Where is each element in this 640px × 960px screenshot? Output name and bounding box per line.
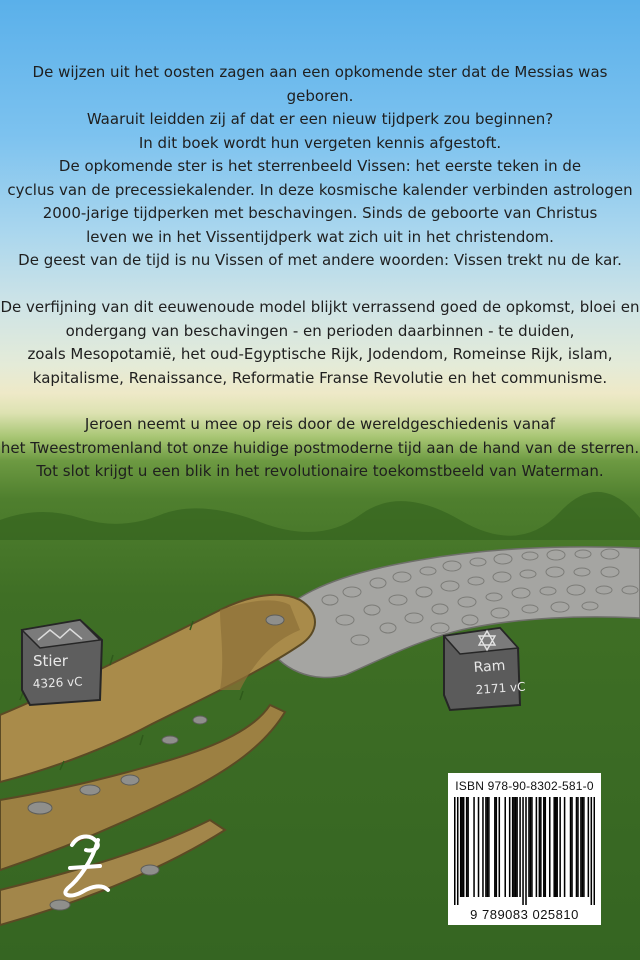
author-line: het Tweestromenland tot onze huidige postmoderne tijd aan de hand van de sterren. — [0, 438, 640, 457]
milestone-stier-name: Stier — [33, 652, 68, 670]
precession-line: De opkomende ster is het sterrenbeeld Vissen: het eerste teken in de — [58, 157, 582, 175]
barcode-bar — [463, 797, 465, 897]
milestone-ram — [444, 628, 526, 710]
barcode-bar — [543, 797, 545, 897]
model-line: ondergang van beschavingen - en perioden daarbinnen - te duiden, — [65, 321, 575, 340]
barcode-bar — [556, 797, 558, 897]
precession-paragraph — [0, 155, 640, 273]
barcode-bar — [457, 797, 459, 905]
model-line: De verfijning van dit eeuwenoude model blijkt verrassend goed de opkomst, bloei en — [0, 298, 640, 316]
barcode-bar — [553, 797, 555, 897]
barcode-bar — [588, 797, 590, 897]
isbn-barcode-box — [448, 773, 601, 925]
barcode-bar — [549, 797, 551, 897]
barcode-bar — [473, 797, 475, 897]
barcode-bar — [487, 797, 489, 897]
precession-line: De geest van de tijd is nu Vissen of met andere woorden: Vissen trekt nu de kar. — [18, 251, 622, 269]
barcode-bar — [564, 797, 566, 897]
barcode-bar — [576, 797, 578, 897]
model-line: kapitalisme, Renaissance, Reformatie Franse Revolutie en het communisme. — [32, 368, 608, 387]
barcode-bar — [594, 797, 595, 905]
barcode-bar — [488, 797, 490, 897]
barcode-bar — [516, 797, 518, 897]
barcode-bar — [539, 797, 541, 897]
barcode-bar — [536, 797, 538, 897]
barcode-bar — [583, 797, 585, 897]
barcode-bar — [545, 797, 547, 897]
precession-line: leven we in het Vissentijdperk wat zich uit in het christendom. — [86, 227, 554, 246]
milestone-ram-name: Ram — [473, 657, 506, 676]
barcode-bar — [461, 797, 463, 897]
model-paragraph — [0, 296, 640, 390]
intro-line: In dit boek wordt hun vergeten kennis afgestoft. — [138, 133, 502, 152]
grass-tufts — [0, 492, 640, 540]
author-line: Jeroen neemt u mee op reis door de wereldgeschiedenis vanaf — [84, 415, 556, 433]
barcode-bar — [512, 797, 514, 897]
barcode-bar — [577, 797, 579, 897]
barcode-bar — [482, 797, 484, 897]
barcode-bar — [454, 797, 456, 905]
barcode-bar — [467, 797, 469, 897]
barcode-bar — [460, 797, 462, 897]
milestone-stier — [22, 620, 102, 705]
barcode-bar — [540, 797, 542, 897]
barcode-bar — [525, 797, 527, 905]
isbn-digits: 9 789083 025810 — [470, 907, 579, 922]
barcode-bar — [513, 797, 515, 897]
barcode-bar — [494, 797, 496, 897]
barcode-bar — [478, 797, 480, 897]
isbn-label: ISBN 978-90-8302-581-0 — [455, 779, 594, 793]
barcode-bar — [571, 797, 573, 897]
intro-paragraph — [0, 61, 640, 155]
barcode-bar — [559, 797, 561, 897]
barcode-bar — [509, 797, 511, 897]
milestone-ram-date: 2171 vC — [475, 679, 526, 697]
precession-line: cyclus van de precessiekalender. In deze kosmische kalender verbinden astrologen — [7, 180, 633, 199]
barcode-bar — [519, 797, 521, 897]
barcode-bar — [570, 797, 572, 897]
barcode-bar — [485, 797, 487, 897]
precession-line: 2000-jarige tijdperken met beschavingen. Sinds de geboorte van Christus — [42, 204, 598, 222]
barcode-bar — [580, 797, 582, 897]
model-line: zoals Mesopotamië, het oud-Egyptische Rijk, Jodendom, Romeinse Rijk, islam, — [27, 345, 613, 363]
barcode-bar — [530, 797, 532, 897]
author-line: Tot slot krijgt u een blik in het revolutionaire toekomstbeeld van Waterman. — [36, 462, 604, 480]
barcode-bar — [496, 797, 498, 897]
barcode-bar — [555, 797, 557, 897]
intro-line: De wijzen uit het oosten zagen aan een opkomende ster dat de Messias was geboren. — [32, 63, 608, 105]
barcode-bar — [582, 797, 584, 897]
barcode-bar — [499, 797, 501, 897]
barcode-bar — [531, 797, 533, 897]
barcode-bar — [515, 797, 517, 897]
author-paragraph — [0, 413, 640, 484]
barcode-bar — [528, 797, 530, 897]
barcode-bar — [504, 797, 506, 897]
barcode-bar — [466, 797, 468, 897]
barcode-bar — [591, 797, 593, 905]
intro-line: Waaruit leidden zij af dat er een nieuw tijdperk zou beginnen? — [86, 110, 554, 128]
barcode-icon — [454, 797, 595, 905]
milestone-stier-date: 4326 vC — [32, 674, 83, 691]
barcode-bar — [522, 797, 524, 905]
